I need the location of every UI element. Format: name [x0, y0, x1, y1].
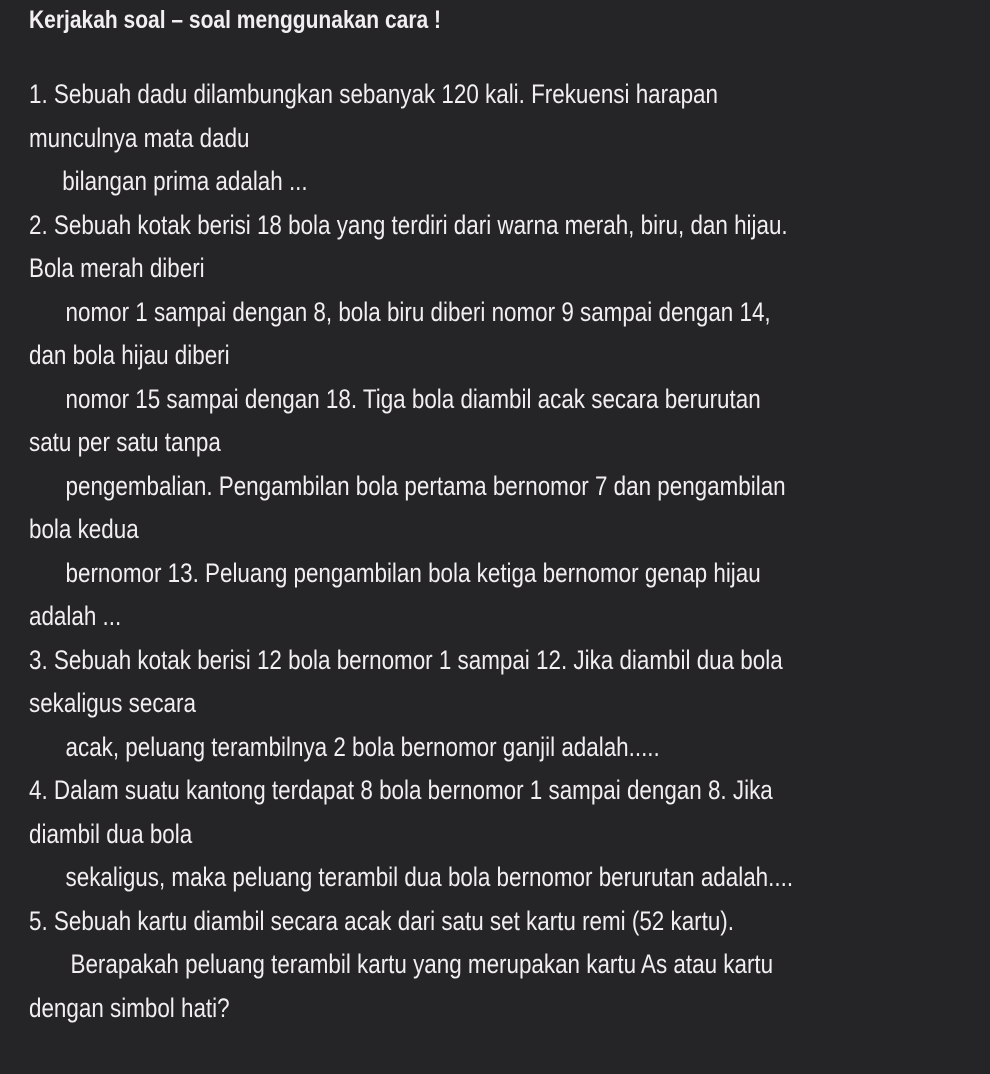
question-2	[29, 204, 978, 639]
question-line: bilangan prima adalah ...	[62, 166, 308, 196]
page-title: Kerjakah soal – soal menggunakan cara !	[29, 6, 442, 34]
question-5	[29, 900, 978, 1031]
question-line: Bola merah diberi	[29, 253, 205, 283]
question-line: sekaligus, maka peluang terambil dua bola bernomor berurutan adalah....	[65, 862, 794, 892]
question-1	[29, 73, 978, 204]
question-line: dan bola hijau diberi	[29, 340, 230, 370]
question-line: satu per satu tanpa	[29, 427, 221, 457]
question-line: pengembalian. Pengambilan bola pertama bernomor 7 dan pengambilan	[65, 470, 786, 501]
question-line: Berapakah peluang terambil kartu yang merupakan kartu As atau kartu	[70, 949, 774, 979]
question-line: dengan simbol hati?	[29, 992, 230, 1023]
question-line: 4. Dalam suatu kantong terdapat 8 bola bernomor 1 sampai dengan 8. Jika	[29, 775, 773, 805]
question-line: adalah ...	[29, 601, 122, 631]
question-line: diambil dua bola	[29, 818, 193, 849]
question-line: bernomor 13. Peluang pengambilan bola ketiga bernomor genap hijau	[65, 557, 761, 588]
question-line: nomor 15 sampai dengan 18. Tiga bola diambil acak secara berurutan	[65, 383, 761, 414]
question-line: sekaligus secara	[29, 688, 196, 718]
question-line: 1. Sebuah dadu dilambungkan sebanyak 120 kali. Frekuensi harapan	[29, 79, 718, 109]
question-line: bola kedua	[29, 514, 139, 544]
question-4	[29, 769, 978, 900]
question-line: munculnya mata dadu	[29, 122, 250, 153]
question-line: 2. Sebuah kotak berisi 18 bola yang terdiri dari warna merah, biru, dan hijau.	[29, 209, 788, 240]
question-3	[29, 639, 978, 770]
question-line: acak, peluang terambilnya 2 bola bernomor ganjil adalah.....	[65, 731, 660, 762]
question-line: 3. Sebuah kotak berisi 12 bola bernomor 1 sampai 12. Jika diambil dua bola	[29, 644, 783, 675]
question-line: 5. Sebuah kartu diambil secara acak dari satu set kartu remi (52 kartu).	[29, 905, 735, 936]
question-line: nomor 1 sampai dengan 8, bola biru diberi nomor 9 sampai dengan 14,	[65, 296, 771, 327]
question-list	[29, 73, 978, 1030]
